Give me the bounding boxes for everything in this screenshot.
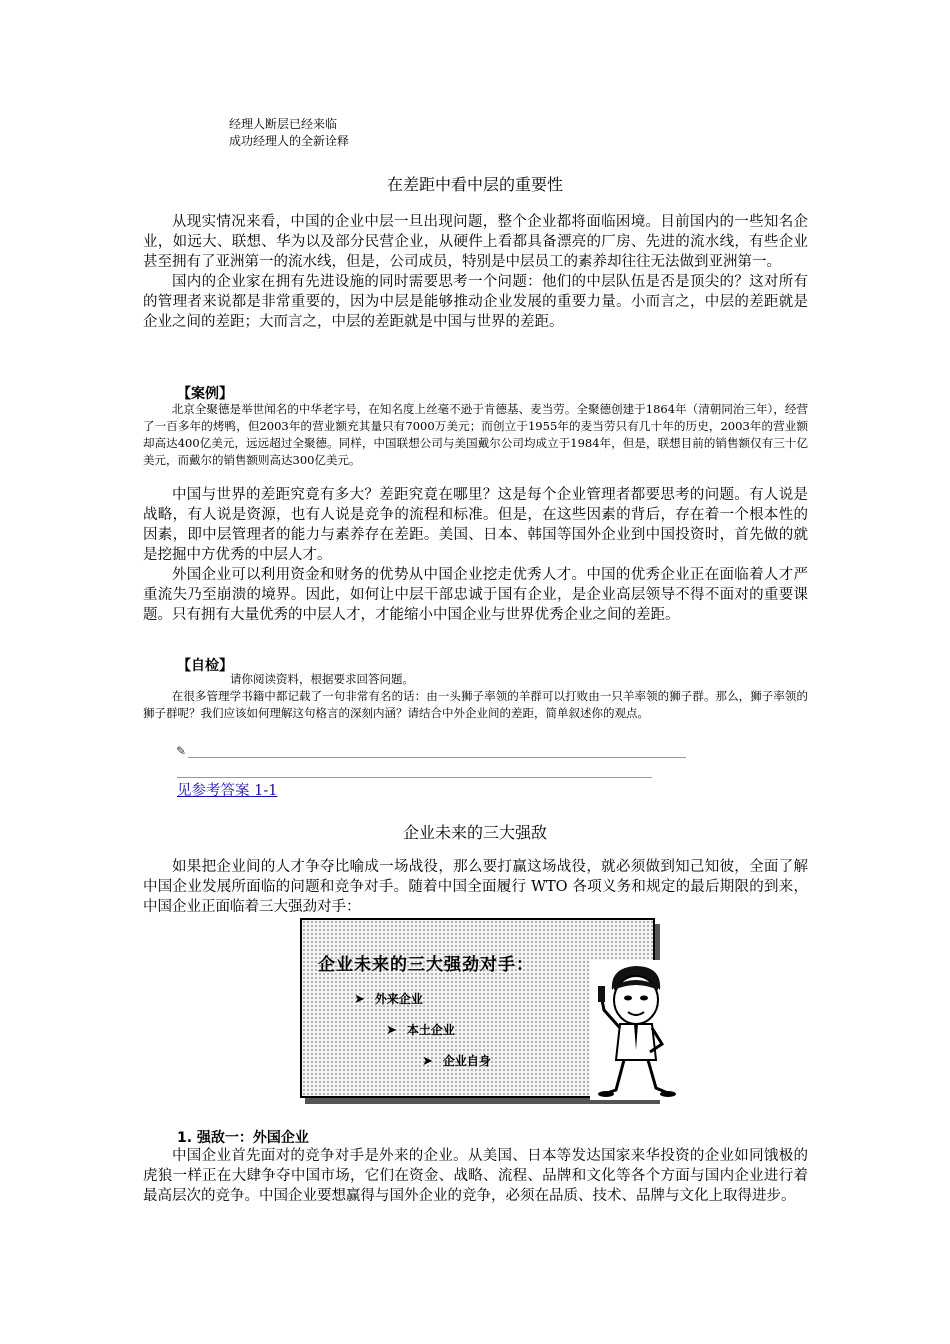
figure-item bbox=[386, 1021, 455, 1038]
selfcheck-question: 在很多管理学书籍中都记载了一句非常有名的话：由一头狮子率领的羊群可以打败由一只羊率领的狮子群。那么，狮子率领的狮子群呢？我们应该如何理解这句格言的深刻内涵？请结合中外企业间的差距，简单叙述你的观点。 bbox=[143, 689, 808, 720]
selfcheck-question-block bbox=[143, 688, 808, 722]
paragraph: 国内的企业家在拥有先进设施的同时需要思考一个问题：他们的中层队伍是否是顶尖的？这对所有的管理者来说都是非常重要的，因为中层是能够推动企业发展的重要力量。小而言之，中层的差距就是企业之间的差距；大而言之，中层的差距就是中国与世界的差距。 bbox=[143, 274, 808, 330]
paragraph: 中国与世界的差距究竟有多大？差距究竟在哪里？这是每个企业管理者都要思考的问题。有人说是战略，有人说是资源，也有人说是竞争的流程和标准。但是，在这些因素的背后，存在着一个根本性的因素，即中层管理者的能力与素养存在差距。美国、日本、韩国等国外企业到中国投资时，首先做的就是挖掘中方优秀的中层人才。 bbox=[143, 487, 808, 563]
section-title-gap: 在差距中看中层的重要性 bbox=[386, 175, 563, 194]
selfcheck-instruction: 请你阅读资料，根据要求回答问题。 bbox=[230, 672, 414, 686]
chevron-right-icon: ➤ bbox=[422, 1054, 433, 1069]
cartoon-man-illustration bbox=[590, 960, 680, 1100]
section-title-enemies: 企业未来的三大强敌 bbox=[402, 823, 547, 842]
section1b-body bbox=[143, 485, 808, 625]
answer-reference-link[interactable]: 见参考答案 1-1 bbox=[177, 783, 278, 799]
figure-item bbox=[354, 990, 423, 1007]
figure-item-label: 本土企业 bbox=[406, 1023, 455, 1037]
answer-line[interactable] bbox=[177, 777, 652, 778]
paragraph: 从现实情况来看，中国的企业中层一旦出现问题，整个企业都将面临困境。目前国内的一些知名企业，如远大、联想、华为以及部分民营企业，从硬件上看都具备漂亮的厂房、先进的流水线，有些企业甚至拥有了亚洲第一的流水线，但是，公司成员，特别是中层员工的素养却往往无法做到亚洲第一。 bbox=[143, 214, 808, 270]
answer-line[interactable] bbox=[188, 757, 686, 758]
paragraph: 如果把企业间的人才争夺比喻成一场战役，那么要打赢这场战役，就必须做到知己知彼，全面了解中国企业发展所面临的问题和竞争对手。随着中国全面履行 WTO 各项义务和规定的最后期限的到来，中国企业正面临着三大强劲对手： bbox=[143, 859, 808, 915]
header-lines bbox=[229, 116, 349, 150]
figure-item-label: 外来企业 bbox=[374, 992, 423, 1006]
paragraph: 中国企业首先面对的竞争对手是外来的企业。从美国、日本等发达国家来华投资的企业如同饿极的虎狼一样正在大肆争夺中国市场，它们在资金、战略、流程、品牌和文化等各个方面与国内企业进行着最高层次的竞争。中国企业要想赢得与国外企业的竞争，必须在品质、技术、品牌与文化上取得进步。 bbox=[143, 1148, 808, 1204]
header-line-1: 经理人断层已经来临 bbox=[229, 117, 338, 131]
case-text bbox=[143, 401, 808, 469]
pen-icon: ✎ bbox=[176, 744, 187, 758]
section2-body bbox=[143, 857, 808, 917]
figure-item bbox=[422, 1052, 491, 1069]
paragraph: 外国企业可以利用资金和财务的优势从中国企业挖走优秀人才。中国的优秀企业正在面临着人才严重流失乃至崩溃的境界。因此，如何让中层干部忠诚于国有企业，是企业高层领导不得不面对的重要课题。只有拥有大量优秀的中层人才，才能缩小中国企业与世界优秀企业之间的差距。 bbox=[143, 567, 808, 623]
case-label: 【案例】 bbox=[177, 386, 233, 402]
figure-item-label: 企业自身 bbox=[442, 1054, 491, 1068]
section1-body bbox=[143, 212, 808, 332]
section2-body-2 bbox=[143, 1146, 808, 1206]
selfcheck-label: 【自检】 bbox=[177, 658, 233, 674]
chevron-right-icon: ➤ bbox=[386, 1023, 397, 1038]
chevron-right-icon: ➤ bbox=[354, 992, 365, 1007]
case-paragraph: 北京全聚德是举世闻名的中华老字号，在知名度上丝毫不逊于肯德基、麦当劳。全聚德创建于1864年（清朝同治三年），经营了一百多年的烤鸭，但2003年的营业额充其量只有7000万美元；而创立于1955年的麦当劳只有几十年的历史，2003年的营业额却高达400亿美元，远远超过全聚德。同样，中国联想公司与美国戴尔公司均成立于1984年，但是，联想目前的销售额仅有三十亿美元，而戴尔的销售额则高达300亿美元。 bbox=[143, 402, 808, 467]
header-line-2: 成功经理人的全新诠释 bbox=[229, 134, 350, 148]
figure-title: 企业未来的三大强劲对手： bbox=[318, 955, 534, 975]
subsection-heading: 1. 强敌一：外国企业 bbox=[177, 1130, 309, 1146]
